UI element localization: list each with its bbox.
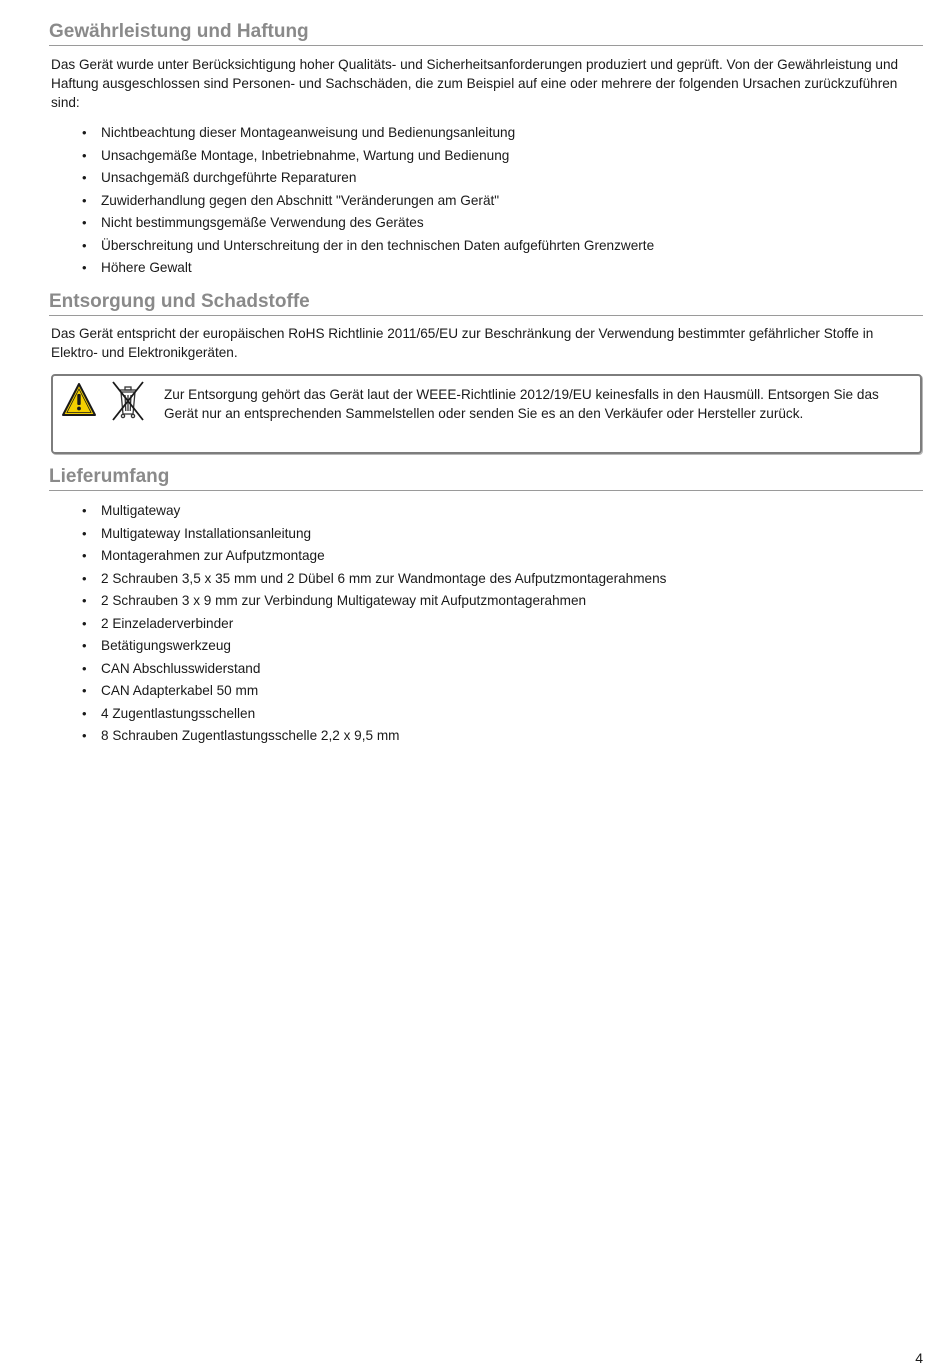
list-item-text: Multigateway — [101, 503, 181, 518]
warning-triangle-icon — [61, 382, 97, 418]
list-item-text: 4 Zugentlastungsschellen — [101, 705, 256, 721]
section-warranty — [49, 20, 923, 280]
section-disposal — [49, 290, 923, 362]
list-item — [49, 500, 923, 523]
bullet-glyph: • — [82, 503, 87, 518]
bullet-glyph: • — [82, 570, 87, 586]
list-item-text: Unsachgemäße Montage, Inbetriebnahme, Wartung und Bedienung — [101, 147, 510, 163]
list-item-text: Unsachgemäß durchgeführte Reparaturen — [101, 170, 357, 185]
list-item — [49, 703, 923, 726]
list-item-text: Montagerahmen zur Aufputzmontage — [101, 548, 325, 563]
list-item — [49, 190, 923, 213]
list-item-text: 2 Schrauben 3,5 x 35 mm und 2 Dübel 6 mm zur Wandmontage des Aufputzmontagerahmens — [101, 570, 667, 586]
warranty-exclusions-list — [49, 122, 923, 280]
weee-notice-box — [51, 374, 922, 454]
list-item-text: CAN Adapterkabel 50 mm — [101, 683, 259, 698]
bullet-glyph: • — [82, 215, 87, 230]
list-item — [49, 613, 923, 636]
list-item — [49, 680, 923, 703]
list-item-text: 2 Einzeladerverbinder — [101, 615, 234, 631]
bullet-glyph: • — [82, 615, 87, 631]
bullet-glyph: • — [82, 593, 87, 608]
list-item-text: Nichtbeachtung dieser Montageanweisung und Bedienungsanleitung — [101, 125, 516, 140]
bullet-glyph: • — [82, 660, 87, 676]
warranty-intro-paragraph: Das Gerät wurde unter Berücksichtigung hoher Qualitäts- und Sicherheitsanforderungen produziert und geprüft. Von der Gewährleistung und Haftung ausgeschlossen sind Personen- und Sachschäden, die zum Beispiel auf eine oder mehrere der folgenden Ursachen zurückzuführen sind: — [51, 57, 899, 110]
list-item — [49, 635, 923, 658]
list-item — [49, 257, 923, 280]
list-item-text: 2 Schrauben 3 x 9 mm zur Verbindung Multigateway mit Aufputzmontagerahmen — [101, 593, 587, 608]
list-item — [49, 725, 923, 748]
list-item — [49, 523, 923, 546]
section-delivery — [49, 465, 923, 748]
disposal-intro-paragraph: Das Gerät entspricht der europäischen RoHS Richtlinie 2011/65/EU zur Beschränkung der Verwendung bestimmter gefährlicher Stoffe in Elektro- und Elektronikgeräten. — [51, 326, 874, 360]
crossed-bin-weee-icon — [111, 380, 145, 422]
bullet-glyph: • — [82, 638, 87, 653]
delivery-contents-list — [49, 500, 923, 748]
list-item-text: Multigateway Installationsanleitung — [101, 525, 312, 541]
list-item-text: Höhere Gewalt — [101, 260, 192, 275]
list-item-text: Betätigungswerkzeug — [101, 638, 231, 653]
list-item-text: CAN Abschlusswiderstand — [101, 660, 261, 676]
section-heading-disposal: Entsorgung und Schadstoffe — [49, 290, 923, 316]
bullet-glyph: • — [82, 125, 87, 140]
list-item — [49, 212, 923, 235]
weee-notice-text: Zur Entsorgung gehört das Gerät laut der WEEE-Richtlinie 2012/19/EU keinesfalls in den Hausmüll. Entsorgen Sie das Gerät nur an entsprechenden Sammelstellen oder senden Sie es an den Verkäufer oder Hersteller zurück. — [164, 387, 879, 421]
section-heading-warranty: Gewährleistung und Haftung — [49, 20, 923, 46]
list-item — [49, 122, 923, 145]
bullet-glyph: • — [82, 170, 87, 185]
list-item — [49, 658, 923, 681]
list-item — [49, 235, 923, 258]
bullet-glyph: • — [82, 525, 87, 541]
list-item — [49, 590, 923, 613]
list-item — [49, 568, 923, 591]
bullet-glyph: • — [82, 705, 87, 721]
bullet-glyph: • — [82, 147, 87, 163]
bullet-glyph: • — [82, 728, 87, 743]
bullet-glyph: • — [82, 548, 87, 563]
list-item-text: Zuwiderhandlung gegen den Abschnitt "Veränderungen am Gerät" — [101, 192, 500, 208]
bullet-glyph: • — [82, 192, 87, 208]
bullet-glyph: • — [82, 683, 87, 698]
bullet-glyph: • — [82, 260, 87, 275]
list-item — [49, 145, 923, 168]
bullet-glyph: • — [82, 237, 87, 253]
list-item-text: 8 Schrauben Zugentlastungsschelle 2,2 x 9,5 mm — [101, 728, 400, 743]
page-number: 4 — [915, 1350, 923, 1366]
list-item — [49, 545, 923, 568]
section-heading-delivery: Lieferumfang — [49, 465, 923, 491]
list-item — [49, 167, 923, 190]
list-item-text: Überschreitung und Unterschreitung der in den technischen Daten aufgeführten Grenzwerte — [101, 237, 655, 253]
list-item-text: Nicht bestimmungsgemäße Verwendung des Gerätes — [101, 215, 424, 230]
